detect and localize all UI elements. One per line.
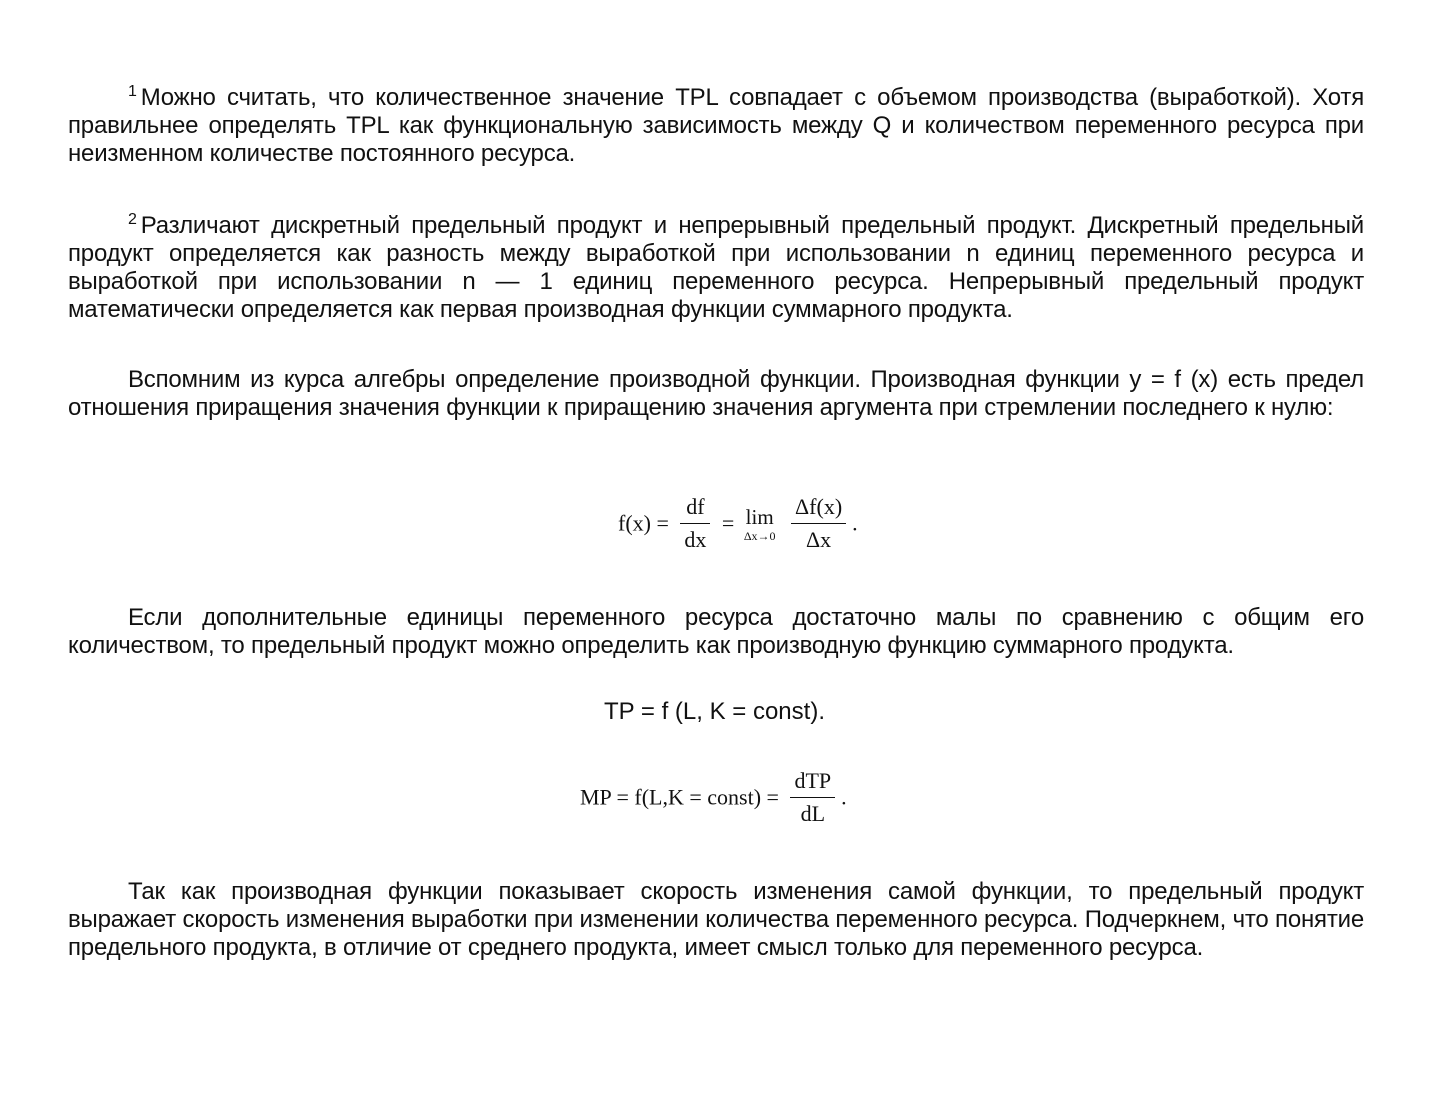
formula-period: . bbox=[852, 510, 858, 536]
derivative-intro-paragraph: Вспомним из курса алгебры определение производной функции. Производная функции y = f (x) есть предел отношения приращения значения функции к приращению значения аргумента при стремлении последнего к нулю: bbox=[68, 366, 1364, 421]
formula-lhs: MP = f(L,K = const) = bbox=[580, 784, 779, 810]
conclusion-paragraph: Так как производная функции показывает скорость изменения самой функции, то предельный продукт выражает скорость изменения выработки при изменении количества переменного ресурса. Подчеркнем, что понятие предельного продукта, в отличие от среднего продукта, имеет смысл только для переменного ресурса. bbox=[68, 878, 1364, 961]
tp-formula: TP = f (L, K = const). bbox=[604, 698, 825, 725]
fraction-denominator: dL bbox=[800, 801, 826, 826]
limit-word: lim bbox=[745, 504, 774, 529]
fraction-numerator: Δf(x) bbox=[791, 494, 846, 524]
derivative-formula bbox=[618, 494, 858, 553]
footnote-marker: 1 bbox=[128, 83, 137, 100]
footnote-text: Можно считать, что количественное значение TPL совпадает с объемом производства (выработкой). Хотя правильнее определять TPL как функциональную зависимость между Q и количеством переменного ресурса при неизменном количестве постоянного ресурса. bbox=[68, 84, 1364, 167]
formula-equals: = bbox=[721, 510, 735, 536]
fraction-dtp-dl bbox=[790, 768, 835, 827]
formula-period: . bbox=[841, 784, 847, 810]
formula-lhs: f(x) = bbox=[618, 510, 669, 536]
footnote-text: Различают дискретный предельный продукт и непрерывный предельный продукт. Дискретный предельный продукт определяется как разность между выработкой при использовании n единиц переменного ресурса и выработкой при использовании n — 1 единиц переменного ресурса. Непрерывный предельный продукт математически определяется как первая производная функции суммарного продукта. bbox=[68, 212, 1364, 323]
fraction-numerator: df bbox=[680, 494, 710, 524]
footnote-1 bbox=[68, 84, 1364, 168]
fraction-denominator: Δx bbox=[806, 527, 832, 552]
footnote-marker: 2 bbox=[128, 211, 137, 228]
marginal-derivative-paragraph: Если дополнительные единицы переменного ресурса достаточно малы по сравнению с общим его количеством, то предельный продукт можно определить как производную функцию суммарного продукта. bbox=[68, 604, 1364, 659]
fraction-df-dx bbox=[680, 494, 710, 553]
limit-operator bbox=[744, 505, 776, 543]
footnote-2 bbox=[68, 212, 1364, 324]
limit-subscript: Δx→0 bbox=[743, 528, 776, 543]
mp-formula bbox=[580, 768, 847, 827]
fraction-numerator: dTP bbox=[790, 768, 835, 798]
fraction-denominator: dx bbox=[684, 527, 707, 552]
fraction-delta bbox=[791, 494, 846, 553]
